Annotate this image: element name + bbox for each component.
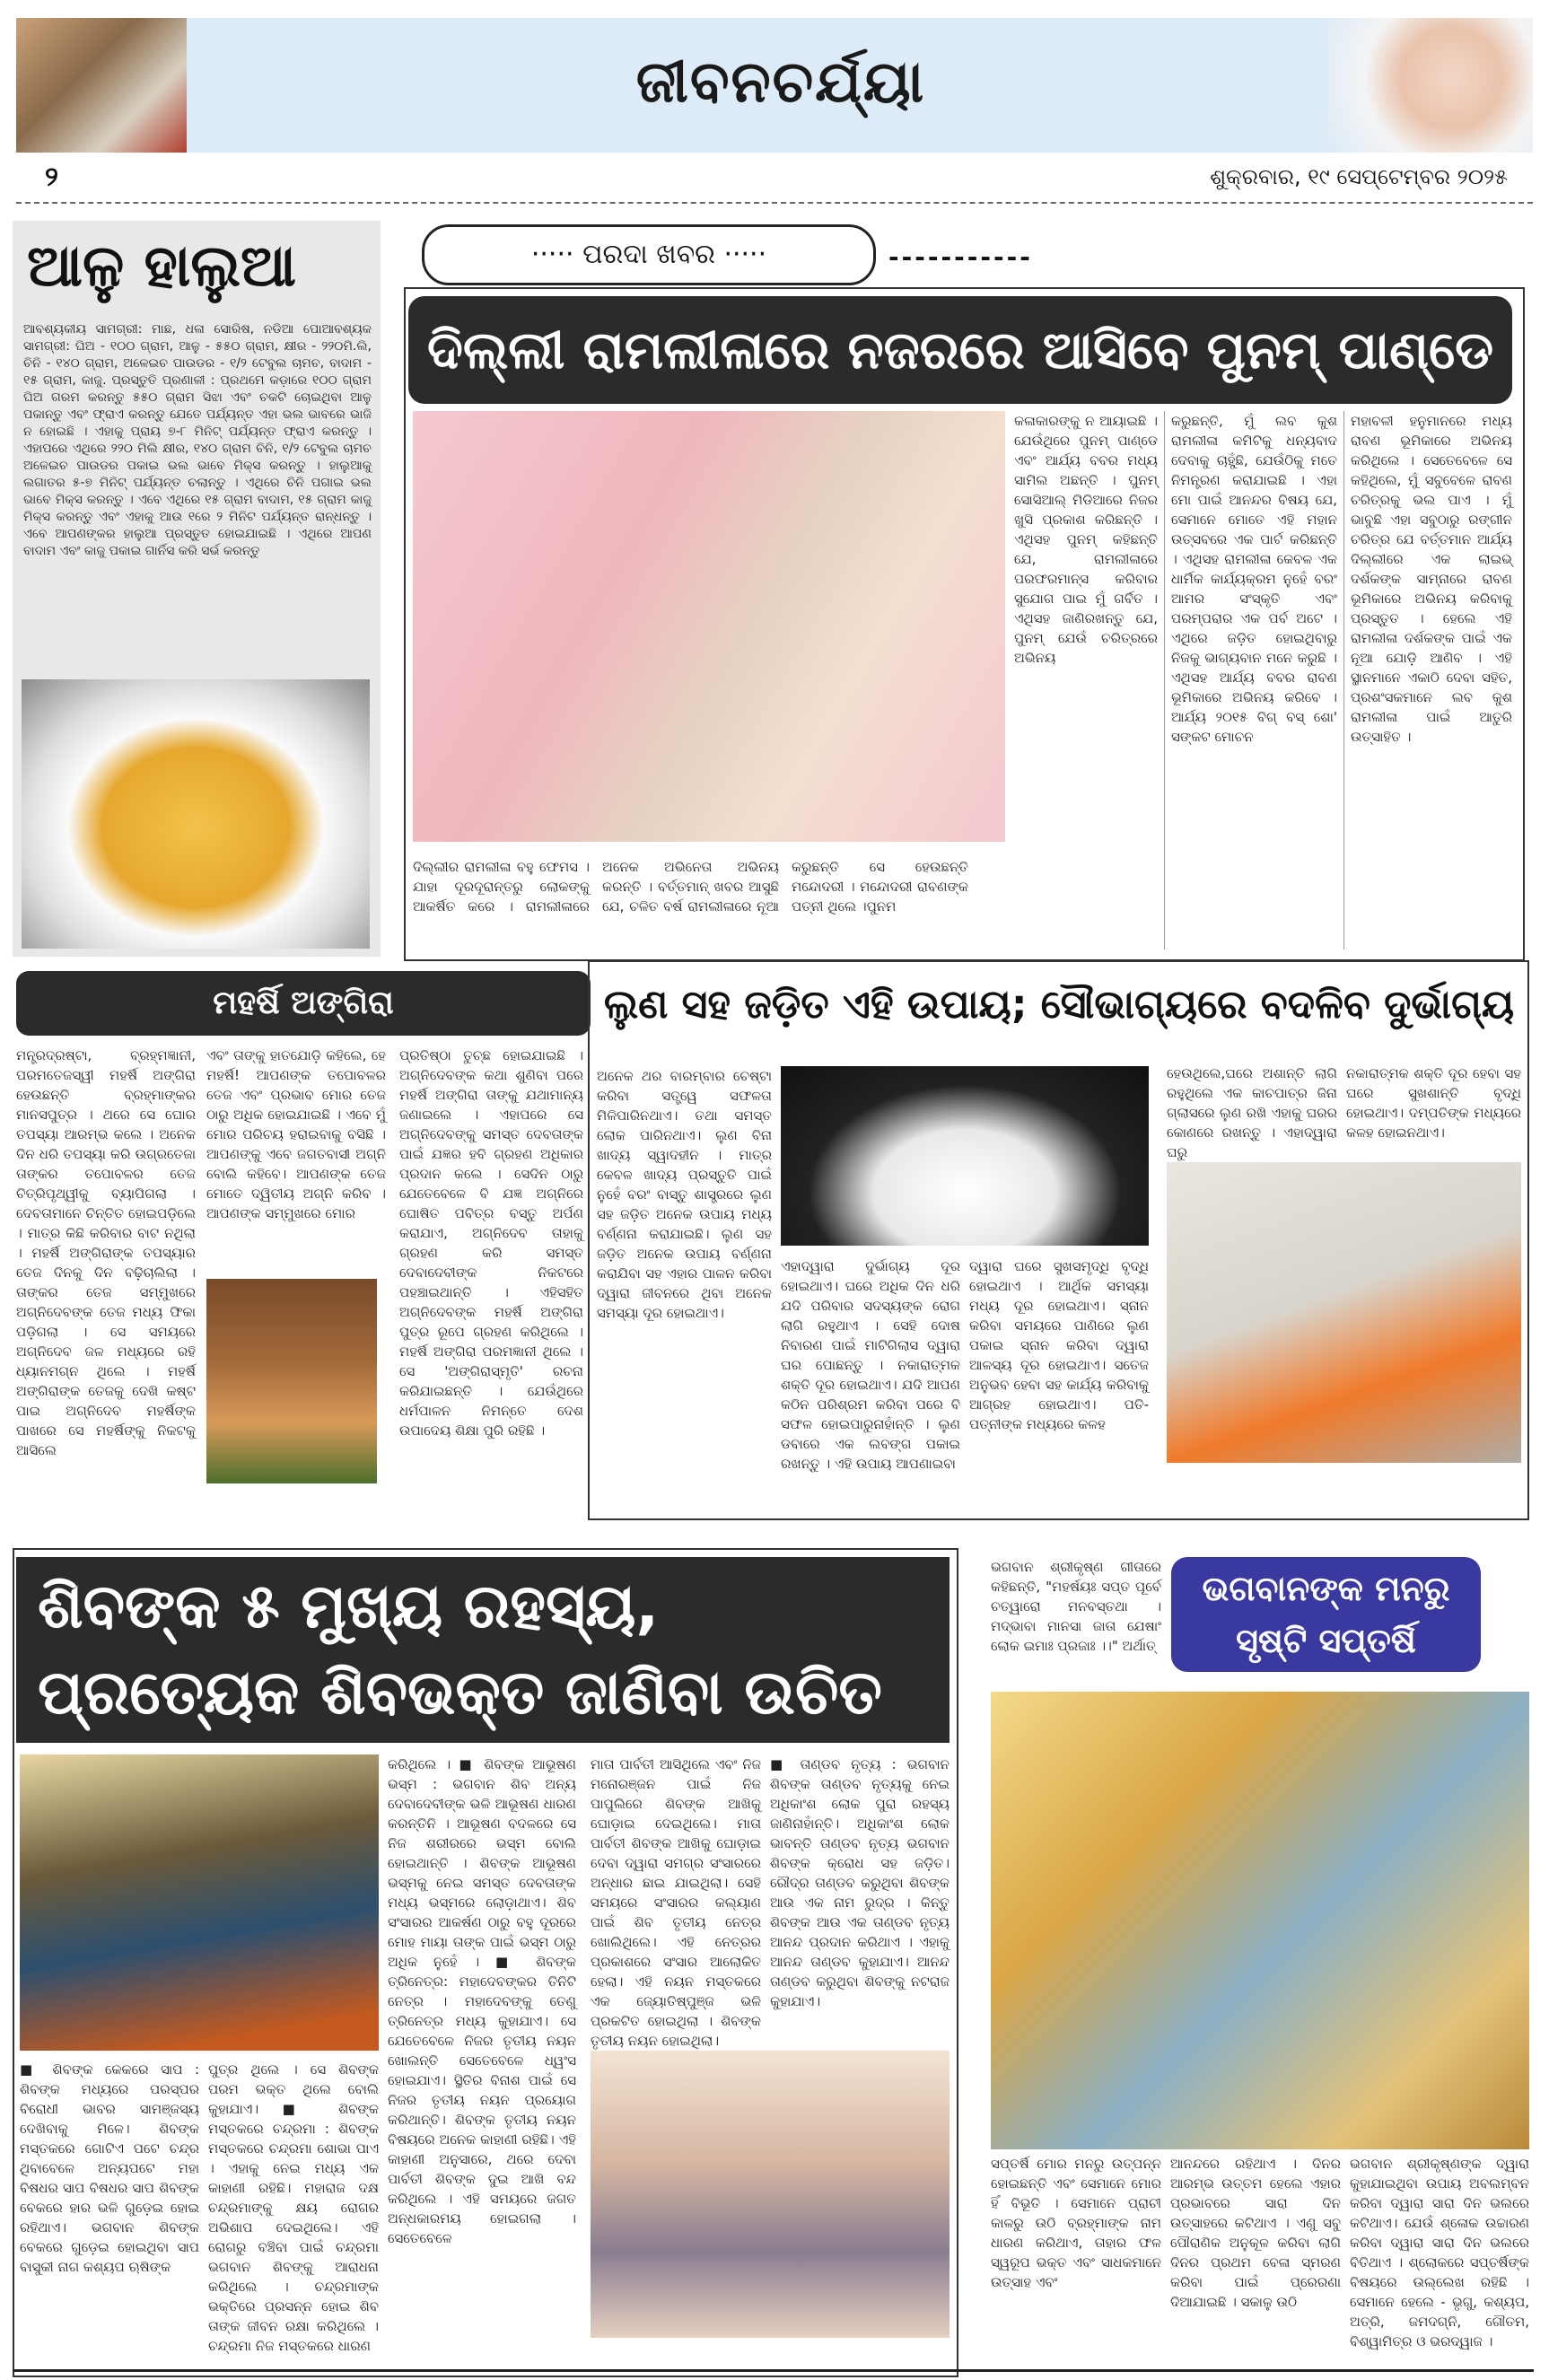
recipe-text: ଆବଶ୍ୟକୀୟ ସାମଗ୍ରୀ: ମାଛ, ଧଳା ସୋରିଷ, ନଡିଆ ପୋଆବଶ୍ୟକ ସାମଗ୍ରୀ: ଘିଅ - ୧୦୦ ଗ୍ରାମ, ଆଳୁ - ୫୫୦ ଗ୍ରାମ, କ୍ଷୀର - ୨୨୦ମି.ଲି, ଚିନି - ୧୪୦ ଗ୍ରାମ, ଅଳେଇଚ ପାଉଡର - ୧/୨ ଟେବୁଲ ଚାମଚ, ବାଦାମ - ୧୫ ଗ୍ରାମ, କାଜୁ. ପ୍ରସ୍ତୁତି ପ୍ରଣାଳୀ : ପ୍ରଥମେ କଡ଼ାରେ ୧୦୦ ଗ୍ରାମ ଘିଅ ଗରମ କରନ୍ତୁ ୫୫୦ ଗ୍ରାମ ସିଝା ଏବଂ ଚକଟି ଚୋଇଥିବା ଆଳୁ ପକାନ୍ତୁ ଏବଂ ଫ୍ରାଏ କରନ୍ତୁ ଯେତେ ପର୍ଯ୍ୟନ୍ତ ଏହା ଭଲ ଭାବରେ ଭାଜି ନ ହୋଇଛି । ଏହାକୁ ପ୍ରାୟ ୭-୮ ମିନିଟ୍ ପର୍ଯ୍ୟନ୍ତ ଫ୍ରାଏ କରନ୍ତୁ । ଏହାପରେ ଏଥିରେ ୨୨୦ ମିଲି କ୍ଷୀର, ୧୪୦ ଗ୍ରାମ ଚିନି, ୧/୨ ଟେବୁଲ ଚାମଚ ଅଳେଇଚ ପାଉଡର ପକାଇ ଭଲ ଭାବେ ମିକ୍ସ କରନ୍ତୁ । ହାଲୁଆକୁ ଲଗାତର ୫-୭ ମିନିଟ୍ ପର୍ଯ୍ୟନ୍ତ ଚଲାନ୍ତୁ । ଏଥିରେ ଚିନି ପଗାଇ ଭଲ ଭାବେ ମିକ୍ସ କରନ୍ତୁ । ଏବେ ଏଥିରେ ୧୫ ଗ୍ରାମ ବାଦାମ, ୧୫ ଗ୍ରାମ କାଜୁ ମିକ୍ସ କରନ୍ତୁ ଏବଂ ଏହାକୁ ଆଉ ୧ରେ ୨ ମିନିଟ ପର୍ଯ୍ୟନ୍ତ ରାନ୍ଧନ୍ତୁ । ଏବେ ଆପଣଙ୍କର ହାଲୁଆ ପ୍ରସ୍ତୁତ ହୋଇଯାଇଛି । ଏଥିରେ ଆପଣ ବାଦାମ ଏବଂ କାଜୁ ପକାଇ ଗାର୍ନିସ କରି ସର୍ଭ କରନ୍ତୁ <box>23 322 372 558</box>
saptarshi-column-2: ଆନନ୍ଦରେ ରହିଥାଏ । ଦିନର ଆରମ୍ଭ ଉତ୍ତମ ହେଲେ ଏହାର ପ୍ରଭାବରେ ସାରା ଦିନ ଉତ୍ସାହରେ କଟିଥାଏ । ଏଣୁ ସବୁ ପୌରାଣିକ ଅନୁକୂଳ କରିବା ଲାଗି ଦିନର ପ୍ରଥମ ବେଳା ସ୍ମରଣ କରିବା ପାଇଁ ପ୍ରେରଣା ଦିଆଯାଇଛି । ସକାଳୁ ଉଠି <box>1170 2156 1341 2310</box>
lead-column-2: କରୁଛନ୍ତି, ମୁଁ ଲବ କୁଶ ରାମଲୀଳା କମିଟିକୁ ଧନ୍ୟବାଦ ଦେବାକୁ ଚାହୁଁଛି, ଯେଉଁଠିକୁ ମତେ ନିମନ୍ତ୍ରଣ କରାଯାଇଛି । ଏହା ମୋ ପାଇଁ ଆନନ୍ଦର ବିଷୟ ଯେ, ସେମାନେ ମୋତେ ଏହି ମହାନ ଉତ୍ସବରେ ଏକ ପାର୍ଟ କରିଛନ୍ତି । ଏଥିସହ ରାମଲୀଳା କେବଳ ଏକ ଧାର୍ମିକ କାର୍ଯ୍ୟକ୍ରମ ନୁହେଁ ବରଂ ଆମର ସଂସ୍କୃତି ଏବଂ ପରମ୍ପରାର ଏକ ପର୍ବ ଅଟେ । ଏଥିରେ ଜଡ଼ିତ ହୋଇଥିବାରୁ ନିଜକୁ ଭାଗ୍ୟବାନ ମନେ କରୁଛି । ଏଥିସହ ଆର୍ଯ୍ୟ ବବର ରାବଣ ଭୂମିକାରେ ଅଭିନୟ କରିବେ । ଆର୍ଯ୍ୟ ୨୦୧୫ ବିଗ୍ ବସ୍ ଶୋ' ସଙ୍କଟ ମୋଚନ <box>1171 413 1337 745</box>
column-rule <box>1343 411 1344 949</box>
page-bottom-rule <box>13 2369 1534 2372</box>
shiva-column-3: ମାତା ପାର୍ବତୀ ଆସିଥିଲେ ଏବଂ ନିଜ ମନୋରଞ୍ଜନ ପାଇଁ ନିଜ ପାପୁଲିରେ ଶିବଙ୍କ ଆଖିକୁ ଘୋଡ଼ାଇ ଦେଇଥିଲେ। ମାତା ପାର୍ବତୀ ଶିବଙ୍କ ଆଖିକୁ ଘୋଡ଼ାଇ ଦେବା ଦ୍ୱାରା ସମଗ୍ର ସଂସାରରେ ଅନ୍ଧାର ଛାଇ ଯାଇଥିଲା। ସେହି ସମୟରେ ସଂସାରର କଲ୍ୟାଣ ପାଇଁ ଶିବ ତୃତୀୟ ନେତ୍ର ଖୋଲିଥିଲେ। ଏହି ନେତ୍ରର ପ୍ରକାଶରେ ସଂସାର ଆଲୋକିତ ହେଲା। ଏହି ନୟନ ମସ୍ତକରେ ଏକ ଜ୍ୟୋତିଷ୍ପୁଞ୍ଜ ଭଳି ପ୍ରକଟିତ ହୋଇଥିଲା । ଶିବଙ୍କ ତୃତୀୟ ନୟନ ହୋଇଥିଲା। <box>591 1756 761 2049</box>
angira-column-3: ପ୍ରତିଷ୍ଠା ତୁଚ୍ଛ ହୋଇଯାଇଛି । ଅଗ୍ନିଦେବଙ୍କ କଥା ଶୁଣିବା ପରେ ମହର୍ଷି ଅଙ୍ଗିରା ତାଙ୍କୁ ଯଥାମାନ୍ୟ ଜଣାଇଲେ । ଏହାପରେ ସେ ଅଗ୍ନିଦେବଙ୍କୁ ସମସ୍ତ ଦେବତାଙ୍କ ପାଇଁ ଯଜ୍ଞର ହବି ଗ୍ରହଣ ଅଧିକାର ପ୍ରଦାନ କଲେ । ସେଦିନ ଠାରୁ ଯେତେବେଳେ ବି ଯଜ୍ଞ ଅଗ୍ନିରେ ଘୋଷିତ ପବିତ୍ର ବସ୍ତୁ ଅର୍ପଣ କରାଯାଏ, ଅଗ୍ନିଦେବ ତାହାକୁ ଗ୍ରହଣ କରି ସମସ୍ତ ଦେବାଦେବୀଙ୍କ ନିକଟରେ ପହଞ୍ଚାଇଥାନ୍ତି । ଏହିସହିତ ଅଗ୍ନିଦେବଙ୍କ ମହର୍ଷି ଅଙ୍ଗିରା ପୁତ୍ର ରୂପେ ଗ୍ରହଣ କରିଥିଲେ । ମହର୍ଷି ଅଙ୍ଗିରା ପରମଜ୍ଞାନୀ ଥିଲେ । ସେ 'ଅଙ୍ଗିରାସ୍ମୃତି' ରଚନା କରିଯାଇଛନ୍ତି । ଯେଉଁଥିରେ ଧର୍ମପାଳନ ନିମନ୍ତେ ଦେଶ ଉପାଦେୟ ଶିକ୍ଷା ପୁରି ରହିଛି । <box>399 1047 583 1439</box>
salt-column-4: ନକାରାତ୍ମକ ଶକ୍ତି ଦୂର ହେବା ସହ ଘରେ ସୁଖଶାନ୍ତି ବୃଦ୍ଧି ହୋଇଥାଏ। ଦମ୍ପତିଙ୍କ ମଧ୍ୟରେ କଳହ ହୋଇନଥାଏ। <box>1346 1065 1521 1141</box>
lead-column-3: ମହାବଳୀ ହନୁମାନରେ ମଧ୍ୟ ରାବଣ ଭୂମିକାରେ ଅଭିନୟ କରିଥିଲେ । ସେତେବେଳେ ସେ କହିଥିଲେ, ମୁଁ ସବୁବେଳେ ରାବଣ ଚରିତ୍ରକୁ ଭଲ ପାଏ । ମୁଁ ଭାବୁଛି ଏହା ସବୁଠାରୁ ରଙ୍ଗୀନ ଚରିତ୍ର ଯେ ବର୍ତ୍ତମାନ ଆର୍ଯ୍ୟ ଦିଲ୍ଲୀରେ ଏକ ଲାଇଭ୍ ଦର୍ଶକଙ୍କ ସାମ୍ନାରେ ରାବଣ ଭୂମିକାରେ ଅଭିନୟ କରିବାକୁ ପ୍ରସ୍ତୁତ । ହେଲେ ଏହି ରାମଲୀଳା ଦର୍ଶକଙ୍କ ପାଇଁ ଏକ ନୂଆ ଯୋଡ଼ି ଆଣିବ । ଏହି ସ୍ଥାନମାନେ ଏକାଠି ଦେବା ସହିତ, ପ୍ରଶଂସକମାନେ ଲବ କୁଶ ରାମଲୀଳା ପାଇଁ ଆତୁରି ଉତ୍ସାହିତ । <box>1351 413 1512 745</box>
lead-bottom-text: ଦିଲ୍ଲୀର ରାମଲୀଳା ବହୁ ଫେମସ । ଯାହା ଦୂରଦୂରାନ୍ତରୁ ଲୋକଙ୍କୁ ଆକର୍ଷିତ କରେ । ରାମଲୀଳାରେ ଅନେକ ଅଭିନେତା ଅଭିନୟ କରନ୍ତି । ବର୍ତ୍ତମାନ୍ ଖବର ଆସୁଛି ଯେ, ଚଳିତ ବର୍ଷ ରାମଲୀଳାରେ ନୂଆ କରୁଛନ୍ତି ସେ ହେଉଛନ୍ତି ମନ୍ଦୋଦରୀ । ମନ୍ଦୋଦରୀ ରାବଣଙ୍କ ପତ୍ନୀ ଥିଲେ ।ପୁନମ <box>413 859 968 914</box>
saptarshi-headline-line1: ଭଗବାନଙ୍କ ମନରୁ <box>1202 1569 1450 1608</box>
shiva-meditating-image <box>591 2051 950 2338</box>
recipe-title: ଆଳୁ ହାଲୁଆ <box>27 233 296 300</box>
lead-column-1: କଳାକାରଙ୍କୁ ନ ଆୟାଇଛି । ଯେଉଁଥିରେ ପୁନମ୍ ପାଣ୍ଡେ ଏବଂ ଆର୍ଯ୍ୟ ବବର ମଧ୍ୟ ସାମିଲ ଅଛନ୍ତି । ପୁନମ୍ ସୋସିଆଲ୍ ମିଡିଆରେ ନିଜର ଖୁସି ପ୍ରକାଶ କରିଛନ୍ତି । ଏଥିସହ ପୁନମ୍ କହିଛନ୍ତି ଯେ, ରାମଲୀଳାରେ ପରଫରମାନ୍ସ କରିବାର ସୁଯୋଗ ପାଇ ମୁଁ ଗର୍ବିତ । ଏଥିସହ ଜାଣିରଖନ୍ତୁ ଯେ, ପୁନମ୍ ଯେଉଁ ଚରିତ୍ରରେ ଅଭିନୟ <box>1014 413 1158 666</box>
section-title: ଜୀବନଚର୍ଯ୍ୟା <box>635 49 926 116</box>
salt-column-2: ଦ୍ୱାରା ଘରେ ସୁଖସମୃଦ୍ଧି ବୃଦ୍ଧି ହୋଇଥାଏ । ଆର୍ଥିକ ସମସ୍ୟା ମଧ୍ୟ ଦୂର ହୋଇଥାଏ। ସ୍ନାନ କରିବା ସମୟରେ ପାଣିରେ ଲୁଣ ପକାଇ ସ୍ନାନ କରିବା ଦ୍ୱାରା ଆଳସ୍ୟ ଦୂର ହୋଇଥାଏ। ସତେଜ ଅନୁଭବ ହେବା ସହ କାର୍ଯ୍ୟ କରିବାକୁ ଆଗ୍ରହ ହୋଇଥାଏ। ପତି-ପତ୍ନୀଙ୍କ ମଧ୍ୟରେ କଳହ <box>969 1258 1149 1432</box>
shiva-dancing-image <box>20 1754 379 2051</box>
gita-intro: ଭଗବାନ ଶ୍ରୀକୃଷ୍ଣ ଗୀତାରେ କହିଛନ୍ତି, "ମହର୍ଷୟଃ ସପ୍ତ ପୂର୍ବେ ଚତ୍ୱାରୋ ମନବସ୍ତଥା । ମଦ୍‌ଭାବା ମାନସା ଜାତା ଯେଷାଂ ଲୋକ ଇମାଃ ପ୍ରଜାଃ ।।" ଅର୍ଥାତ୍ <box>991 1559 1161 1654</box>
masthead-woman-image <box>1328 18 1533 153</box>
salt-column-1b: ଏହାଦ୍ୱାରା ଦୁର୍ଭାଗ୍ୟ ଦୂର ହୋଇଥାଏ। ଘରେ ଅଧିକ ଦିନ ଧରି ଯଦି ପରିବାର ସଦସ୍ୟଙ୍କ ରୋଗ ଲାଗି ରହୁଥାଏ । ସେହି ଦୋଷ ନିବାରଣ ପାଇଁ ମାଟିଗିଲାସ ଦ୍ୱାରା ଘର ପୋଛନ୍ତୁ । ନକାରାତ୍ମକ ଶକ୍ତି ଦୂର ହୋଇଥାଏ। ଯଦି ଆପଣ କଠିନ ପରିଶ୍ରମ କରିବା ପରେ ବି ସଫଳ ହୋଇପାରୁନାହାଁନ୍ତି । ଲୁଣ ଡବାରେ ଏକ ଲବଙ୍ଗ ପକାଇ ରଖନ୍ତୁ । ଏହି ଉପାୟ ଆପଣାଇବା <box>781 1258 960 1472</box>
column-rule <box>1164 411 1165 949</box>
saptarshi-column-1: ସପ୍ତର୍ଷି ମୋର ମନରୁ ଉତ୍ପନ୍ନ ହୋଇଛନ୍ତି ଏବଂ ସେମାନେ ମୋର ହିଁ ବିଭୂତି । ସେମାନେ ପ୍ରାଚୀ କାଳରୁ ଉଠି ବ୍ରହ୍ମାଙ୍କ ନାମ ଧାରଣ କରିଥାଏ, ତାହାର ଫଳ ସ୍ୱରୂପ ଭକ୍ତ ଏବଂ ସାଧକମାନେ ଉତ୍ସାହ ଏବଂ <box>991 2156 1161 2290</box>
masthead-divider <box>16 202 1533 204</box>
masthead-food-image <box>16 18 187 153</box>
shiva-column-4: ■ ତାଣ୍ଡବ ନୃତ୍ୟ : ଭଗବାନ ଶିବଙ୍କ ତାଣ୍ଡବ ନୃତ୍ୟକୁ ନେଇ ଅଧିକାଂଶ ଲୋକ ପୁରା ରହସ୍ୟ ଜାଣିନାହାଁନ୍ତି। ଅଧିକାଂଶ ଲୋକ ଭାବନ୍ତି ତାଣ୍ଡବ ନୃତ୍ୟ ଭଗବାନ ଶିବଙ୍କ କ୍ରୋଧ ସହ ଜଡ଼ିତ। ରୌଦ୍ର ତାଣ୍ଡବ କରୁଥିବା ଶିବଙ୍କ ଆଉ ଏକ ନାମ ରୁଦ୍ର । କିନ୍ତୁ ଶିବଙ୍କ ଆଉ ଏକ ତାଣ୍ଡବ ନୃତ୍ୟ ଆନନ୍ଦ ପ୍ରଦାନ କରିଥାଏ । ଏହାକୁ ଆନନ୍ଦ ତାଣ୍ଡବ କୁହାଯାଏ। ଆନନ୍ଦ ତାଣ୍ଡବ କରୁଥିବା ଶିବଙ୍କୁ ନଟରାଜ କୁହାଯାଏ। <box>770 1756 950 2009</box>
shiva-column-2b: କରିଥିଲେ । ■ ଶିବଙ୍କ ଆଭୂଷଣ ଭସ୍ମ : ଭଗବାନ ଶିବ ଅନ୍ୟ ଦେବାଦେବୀଙ୍କ ଭଳି ଆଭୂଷଣ ଧାରଣ କରନ୍ତିନି । ଆଭୂଷଣ ବଦଳରେ ସେ ନିଜ ଶରୀରରେ ଭସ୍ମ ବୋଲି ହୋଇଥାନ୍ତି । ଶିବଙ୍କ ଆଭୂଷଣ ଭସ୍ମକୁ ନେଇ ସମସ୍ତ ଦେବତାଙ୍କ ମଧ୍ୟ ଭସ୍ମରେ ଲୋଡ଼ାଥାଏ। ଶିବ ସଂସାରର ଆକର୍ଷଣ ଠାରୁ ବହୁ ଦୂରରେ ମୋହ ମାୟା ତାଙ୍କ ପାଇଁ ଭସ୍ମ ଠାରୁ ଅଧିକ ନୁହେଁ । ■ ଶିବଙ୍କ ତ୍ରିନେତ୍ର: ମହାଦେବଙ୍କର ତିନିଟି ନେତ୍ର । ମହାଦେବଙ୍କୁ ତେଣୁ ତ୍ରିନେତ୍ର ମଧ୍ୟ କୁହାଯାଏ। ସେ ଯେତେବେଳେ ନିଜର ତୃତୀୟ ନୟନ ଖୋଲନ୍ତି ସେତେବେଳେ ଧ୍ୱଂସ ହୋଇଯାଏ। ସ୍ଥିତିର ବିନାଶ ପାଇଁ ସେ ନିଜର ତୃତୀୟ ନୟନ ପ୍ରୟୋଗ କରିଥାନ୍ତି। ଶିବଙ୍କ ତୃତୀୟ ନୟନ ବିଷୟରେ ଅନେକ କାହାଣୀ ରହିଛି। ଏହି କାହାଣୀ ଅନୁସାରେ, ଥରେ ଦେବା ପାର୍ବତୀ ଶିବଙ୍କ ଦୁଇ ଆଖି ବନ୍ଦ କରିଥିଲେ । ଏହି ସମୟରେ ଜଗତ ଅନ୍ଧକାରମୟ ହୋଇଗଲା । ସେତେବେଳେ <box>388 1756 576 2246</box>
mopping-photo <box>1167 1162 1521 1463</box>
salt-headline: ଲୁଣ ସହ ଜଡ଼ିତ ଏହି ଉପାୟ; ସୌଭାଗ୍ୟରେ ବଦଳିବ ଦୁର୍ଭାଗ୍ୟ <box>603 982 1515 1028</box>
halwa-photo <box>22 679 370 949</box>
shiva-column-1: ■ ଶିବଙ୍କ କେକରେ ସାପ : ଶିବଙ୍କ ମଧ୍ୟରେ ପରସ୍ପର ବିରୋଧୀ ଭାବର ସାମଞ୍ଜସ୍ୟ ଦେଖିବାକୁ ମିଳେ। ଶିବଙ୍କ ମସ୍ତକରେ ଗୋଟିଏ ପଟେ ଚନ୍ଦ୍ର ଥିବାବେଳେ ଅନ୍ୟପଟେ ମହା ବିଷଧର ସାପ ବିଷଧର ସାପ ଶିବଙ୍କ ବେକରେ ହାର ଭଳି ଗୁଡ଼େଇ ହୋଇ ରହିଥାଏ। ଭଗବାନ ଶିବଙ୍କ ବେକରେ ଗୁଡ଼େଇ ହୋଇଥିବା ସାପ ବାସୁକୀ ନାଗ କଶ୍ୟପ ଋଷିଙ୍କ <box>20 2061 199 2275</box>
shiva-headline: ଶିବଙ୍କ ୫ ମୁଖ୍ୟ ରହସ୍ୟ, ପ୍ରତ୍ୟେକ ଶିବଭକ୍ତ ଜାଣିବା ଉଚିତ <box>16 1557 950 1743</box>
saptarshi-headline <box>1171 1557 1481 1672</box>
angira-column-2: ଏବଂ ତାଙ୍କୁ ହାତଯୋଡ଼ି କହିଲେ, ହେ ମହର୍ଷି! ଆପଣଙ୍କ ତପୋବଳର ତେଜ ଏବଂ ପ୍ରଭାବ ମୋର ତେଜ ଠାରୁ ଅଧିକ ହୋଇଯାଇଛି । ଏବେ ମୁଁ ମୋର ପରିଚୟ ହରାଇବାକୁ ବସିଛି । ଆପଣଙ୍କୁ ଏବେ ଜଗତବାସୀ ଅଗ୍ନି ବୋଲି କହିବେ। ଆପଣଙ୍କ ତେଜ ମୋତେ ଦ୍ୱିତୀୟ ଅଗ୍ନି କରିବ । ଆପଣଙ୍କ ସମ୍ମୁଖରେ ମୋର <box>206 1047 386 1221</box>
saptarshi-headline-line2: ସୃଷ୍ଟି ସପ୍ତର୍ଷି <box>1236 1621 1416 1660</box>
angira-headline: ମହର୍ଷି ଅଙ୍ଗିରା <box>16 971 591 1036</box>
sage-illustration <box>206 1279 377 1483</box>
section-tag-pill: ····· ପରଦା ଖବର ····· <box>422 224 876 285</box>
krishna-arjuna-image <box>991 1692 1529 2149</box>
page-number: ୨ <box>45 162 58 193</box>
salt-photo <box>781 1066 1149 1246</box>
salt-column-3: ହେଉଥିଲେ,ଘରେ ଅଶାନ୍ତି ଲାଗି ରହୁଥିଲେ ଏକ କାଚପାତ୍ର ଜିନା ଗ୍ଲାସରେ ଲୁଣ ରଖି ଏହାକୁ ଘରର କୋଣରେ ରଖନ୍ତୁ । ଏହାଦ୍ୱାରା ଘରୁ <box>1167 1065 1337 1160</box>
saptarshi-column-3: ଭଗବାନ ଶ୍ରୀକୃଷ୍ଣଙ୍କ ଦ୍ୱାରା କୁହାଯାଇଥିବା ଉପାୟ ଅବଲମ୍ବନ କରିବା ଦ୍ୱାରା ସାରା ଦିନ ଭଲରେ କଟିଥାଏ। ଯେଉଁ ଶ୍ଳୋକ ଉଚ୍ଚାରଣ କରିବା ଦ୍ୱାରା ସାରା ଦିନ ଭଲରେ ବିତିଥାଏ । ଶ୍ଲୋକରେ ସପ୍ତର୍ଷିଙ୍କ ବିଷୟରେ ଉଲ୍ଲେଖ ରହିଛି । ସେମାନେ ହେଲେ - ଭୃଗୁ, କଶ୍ୟପ, ଅତ୍ରି, ଜମଦଗ୍ନି, ଗୌତମ, ବିଶ୍ୱାମିତ୍ର ଓ ଭରଦ୍ୱାଜ । <box>1350 2156 1529 2349</box>
tag-dashes: ----------- <box>888 242 1033 272</box>
shiva-column-2a: ପୁତ୍ର ଥିଲେ । ସେ ଶିବଙ୍କ ପରମ ଭକ୍ତ ଥିଲେ ବୋଲି କୁହାଯାଏ। ■ ଶିବଙ୍କ ମସ୍ତକରେ ଚନ୍ଦ୍ରମା : ଶିବଙ୍କ ମସ୍ତକରେ ଚନ୍ଦ୍ରମା ଶୋଭା ପାଏ । ଏହାକୁ ନେଇ ମଧ୍ୟ ଏକ କାହାଣୀ ରହିଛି। ମହାରାଜ ଦକ୍ଷ ଚନ୍ଦ୍ରମାଙ୍କୁ କ୍ଷୟ ରୋଗର ଅଭିଶାପ ଦେଇଥିଲେ। ଏହି ରୋଗରୁ ବଞ୍ଚିବା ପାଇଁ ଚନ୍ଦ୍ରମା ଭଗବାନ ଶିବଙ୍କୁ ଆରାଧନା କରିଥିଲେ । ଚନ୍ଦ୍ରମାଙ୍କ ଭକ୍ତିରେ ପ୍ରସନ୍ନ ହୋଇ ଶିବ ତାଙ୍କ ଜୀବନ ରକ୍ଷା କରିଥିଲେ । ଚନ୍ଦ୍ରମା ନିଜ ମସ୍ତକରେ ଧାରଣ <box>208 2061 379 2354</box>
salt-column-1: ଅନେକ ଥର ବାରମ୍ବାର ଚେଷ୍ଟା କରିବା ସତ୍ତ୍ୱେ ସଫଳତା ମିଳିପାରିନଥାଏ। ତଥା ସମସ୍ତ ଲୋକ ପାରିନଥାଏ। ଲୁଣ ବିନା ଖାଦ୍ୟ ସ୍ୱାଦହୀନ । ମାତ୍ର କେବଳ ଖାଦ୍ୟ ପ୍ରସ୍ତୁତି ପାଇଁ ନୁହେଁ ବରଂ ବାସ୍ତୁ ଶାସ୍ତ୍ରରେ ଲୁଣ ସହ ଜଡ଼ିତ ଅନେକ ଉପାୟ ମଧ୍ୟ ବର୍ଣ୍ଣନା କରାଯାଇଛି। ଲୁଣ ସହ ଜଡ଼ିତ ଅନେକ ଉପାୟ ବର୍ଣ୍ଣନା କରାଯିବା ସହ ଏହାର ପାଳନ କରିବା ଦ୍ୱାରା ଜୀବନରେ ଥିବା ଅନେକ ସମସ୍ୟା ଦୂର ହୋଇଥାଏ। <box>597 1068 772 1321</box>
date-line: ଶୁକ୍ରବାର, ୧୯ ସେପ୍ଟେମ୍ବର ୨୦୨୫ <box>1210 164 1508 189</box>
lead-headline: ଦିଲ୍ଲୀ ରାମଲୀଳାରେ ନଜରରେ ଆସିବେ ପୁନମ୍ ପାଣ୍ଡେ <box>408 296 1512 404</box>
angira-column-1: ମନ୍ତ୍ରଦ୍ରଷ୍ଟା, ବ୍ରହ୍ମଜ୍ଞାନୀ, ପରମତେଜସ୍ୱୀ ମହର୍ଷି ଅଙ୍ଗିରା ହେଉଛନ୍ତି ବ୍ରହ୍ମାଙ୍କର ମାନସପୁତ୍ର । ଥରେ ସେ ଘୋର ତପସ୍ୟା ଆରମ୍ଭ କଲେ । ଅନେକ ଦିନ ଧରି ତପସ୍ୟା କରି ଉଗ୍ରତେଜା ତାଙ୍କର ତପୋବଳର ତେଜ ଚିତ୍ରିପୃଥ୍ୱୀକୁ ବ୍ୟାପିଗଲା । ଦେବତାମାନେ ଚିନ୍ତିତ ହୋଇପଡ଼ିଲେ । ମାତ୍ର କିଛି କରିବାର ବାଟ ନଥିଲା । ମହର୍ଷି ଅଙ୍ଗିରାଙ୍କ ତପସ୍ୟାର ତେଜ ଦିନକୁ ଦିନ ବଢ଼ିଚାଲିଲା । ତାଙ୍କର ତେଜ ସମ୍ମୁଖରେ ଅଗ୍ନିଦେବଙ୍କ ତେଜ ମଧ୍ୟ ଫିକା ପଡ଼ିଗଲା । ସେ ସମୟରେ ଅଗ୍ନିଦେବ ଜଳ ମଧ୍ୟରେ ରହି ଧ୍ୟାନମଗ୍ନ ଥିଲେ । ମହର୍ଷି ଅଙ୍ଗିରାଙ୍କ ତେଜକୁ ଦେଖି କଷ୍ଟ ପାଇ ଅଗ୍ନିଦେବ ମହର୍ଷିଙ୍କ ପାଖରେ ସେ ମହର୍ଷିଙ୍କୁ ନିକଟକୁ ଆସିଲେ <box>16 1047 196 1458</box>
actress-photo <box>413 411 1005 842</box>
